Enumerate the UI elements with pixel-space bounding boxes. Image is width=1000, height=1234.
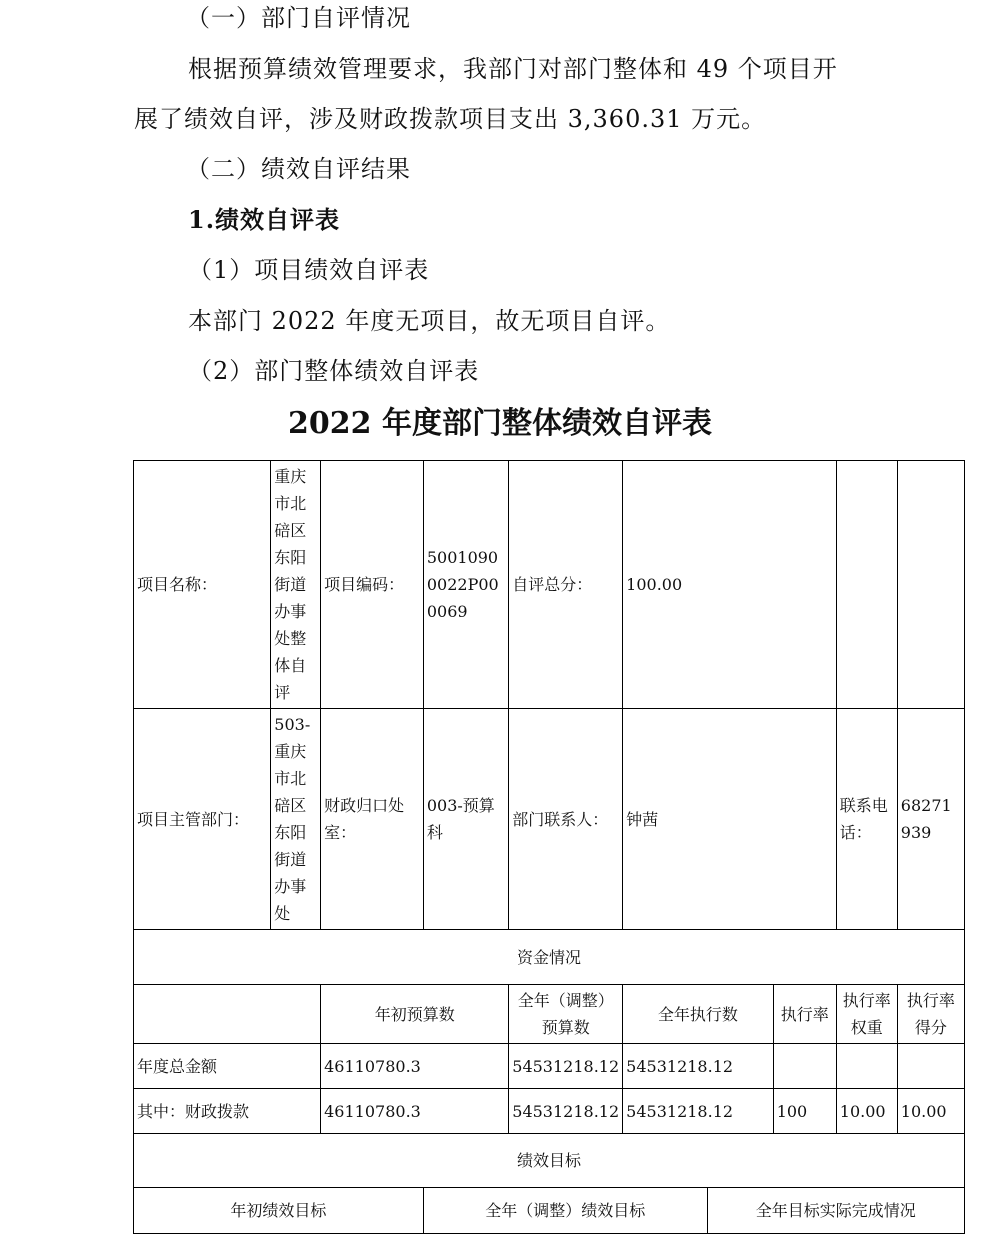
table-cell: 46110780.3 <box>321 1044 509 1089</box>
table-row <box>134 985 965 1044</box>
table-cell <box>773 1044 836 1089</box>
table-row <box>134 930 965 985</box>
body-paragraph-line-1: 根据预算绩效管理要求，我部门对部门整体和 49 个项目开 <box>188 55 838 83</box>
goals-section-header: 绩效目标 <box>134 1134 965 1188</box>
goals-column-header: 全年（调整）绩效目标 <box>423 1188 707 1234</box>
table-cell <box>897 1044 964 1089</box>
evaluation-form-table <box>133 460 965 1234</box>
blank-cell <box>897 461 964 709</box>
table-row <box>134 1089 965 1134</box>
table-row <box>134 461 965 709</box>
table-row <box>134 709 965 930</box>
blank-cell <box>134 985 321 1044</box>
phone-label: 联系电话： <box>836 709 897 930</box>
table-cell: 46110780.3 <box>321 1089 509 1134</box>
column-header: 全年执行数 <box>623 985 774 1044</box>
contact-label: 部门联系人： <box>509 709 623 930</box>
table-cell: 100 <box>773 1089 836 1134</box>
office-value: 003-预算科 <box>423 709 508 930</box>
project-code-value: 50010900022P000069 <box>423 461 508 709</box>
office-label: 财政归口处室： <box>321 709 424 930</box>
dept-label: 项目主管部门： <box>134 709 271 930</box>
subheading-dept-table: （2）部门整体绩效自评表 <box>188 357 480 385</box>
subsection-heading: 1.绩效自评表 <box>188 205 341 234</box>
phone-value: 68271939 <box>897 709 964 930</box>
score-value: 100.00 <box>623 461 837 709</box>
project-name-value: 重庆市北碚区东阳街道办事处整体自评 <box>271 461 321 709</box>
project-name-label: 项目名称： <box>134 461 271 709</box>
goals-column-header: 年初绩效目标 <box>134 1188 424 1234</box>
table-cell: 54531218.12 <box>623 1089 774 1134</box>
section-heading-2: （二）绩效自评结果 <box>186 155 411 183</box>
section-heading-1: （一）部门自评情况 <box>186 4 411 32</box>
row-label: 年度总金额 <box>134 1044 321 1089</box>
subheading-project-table: （1）项目绩效自评表 <box>188 256 430 284</box>
blank-cell <box>836 461 897 709</box>
table-row <box>134 1134 965 1188</box>
dept-value: 503-重庆市北碚区东阳街道办事处 <box>271 709 321 930</box>
table-row <box>134 1044 965 1089</box>
body-paragraph-line-2: 展了绩效自评，涉及财政拨款项目支出 3,360.31 万元。 <box>134 105 767 133</box>
table-cell: 54531218.12 <box>623 1044 774 1089</box>
project-code-label: 项目编码： <box>321 461 424 709</box>
body-paragraph-no-projects: 本部门 2022 年度无项目，故无项目自评。 <box>188 307 671 335</box>
table-cell: 10.00 <box>897 1089 964 1134</box>
column-header: 执行率权重 <box>836 985 897 1044</box>
table-cell: 54531218.12 <box>509 1044 623 1089</box>
row-label: 其中：财政拨款 <box>134 1089 321 1134</box>
contact-value: 钟茜 <box>623 709 837 930</box>
goals-column-header: 全年目标实际完成情况 <box>707 1188 964 1234</box>
table-title: 2022 年度部门整体绩效自评表 <box>288 406 712 441</box>
column-header: 执行率 <box>773 985 836 1044</box>
funds-section-header: 资金情况 <box>134 930 965 985</box>
column-header: 执行率得分 <box>897 985 964 1044</box>
table-cell: 10.00 <box>836 1089 897 1134</box>
column-header: 全年（调整）预算数 <box>509 985 623 1044</box>
table-cell: 54531218.12 <box>509 1089 623 1134</box>
score-label: 自评总分： <box>509 461 623 709</box>
table-cell <box>836 1044 897 1089</box>
table-row <box>134 1188 965 1234</box>
column-header: 年初预算数 <box>321 985 509 1044</box>
